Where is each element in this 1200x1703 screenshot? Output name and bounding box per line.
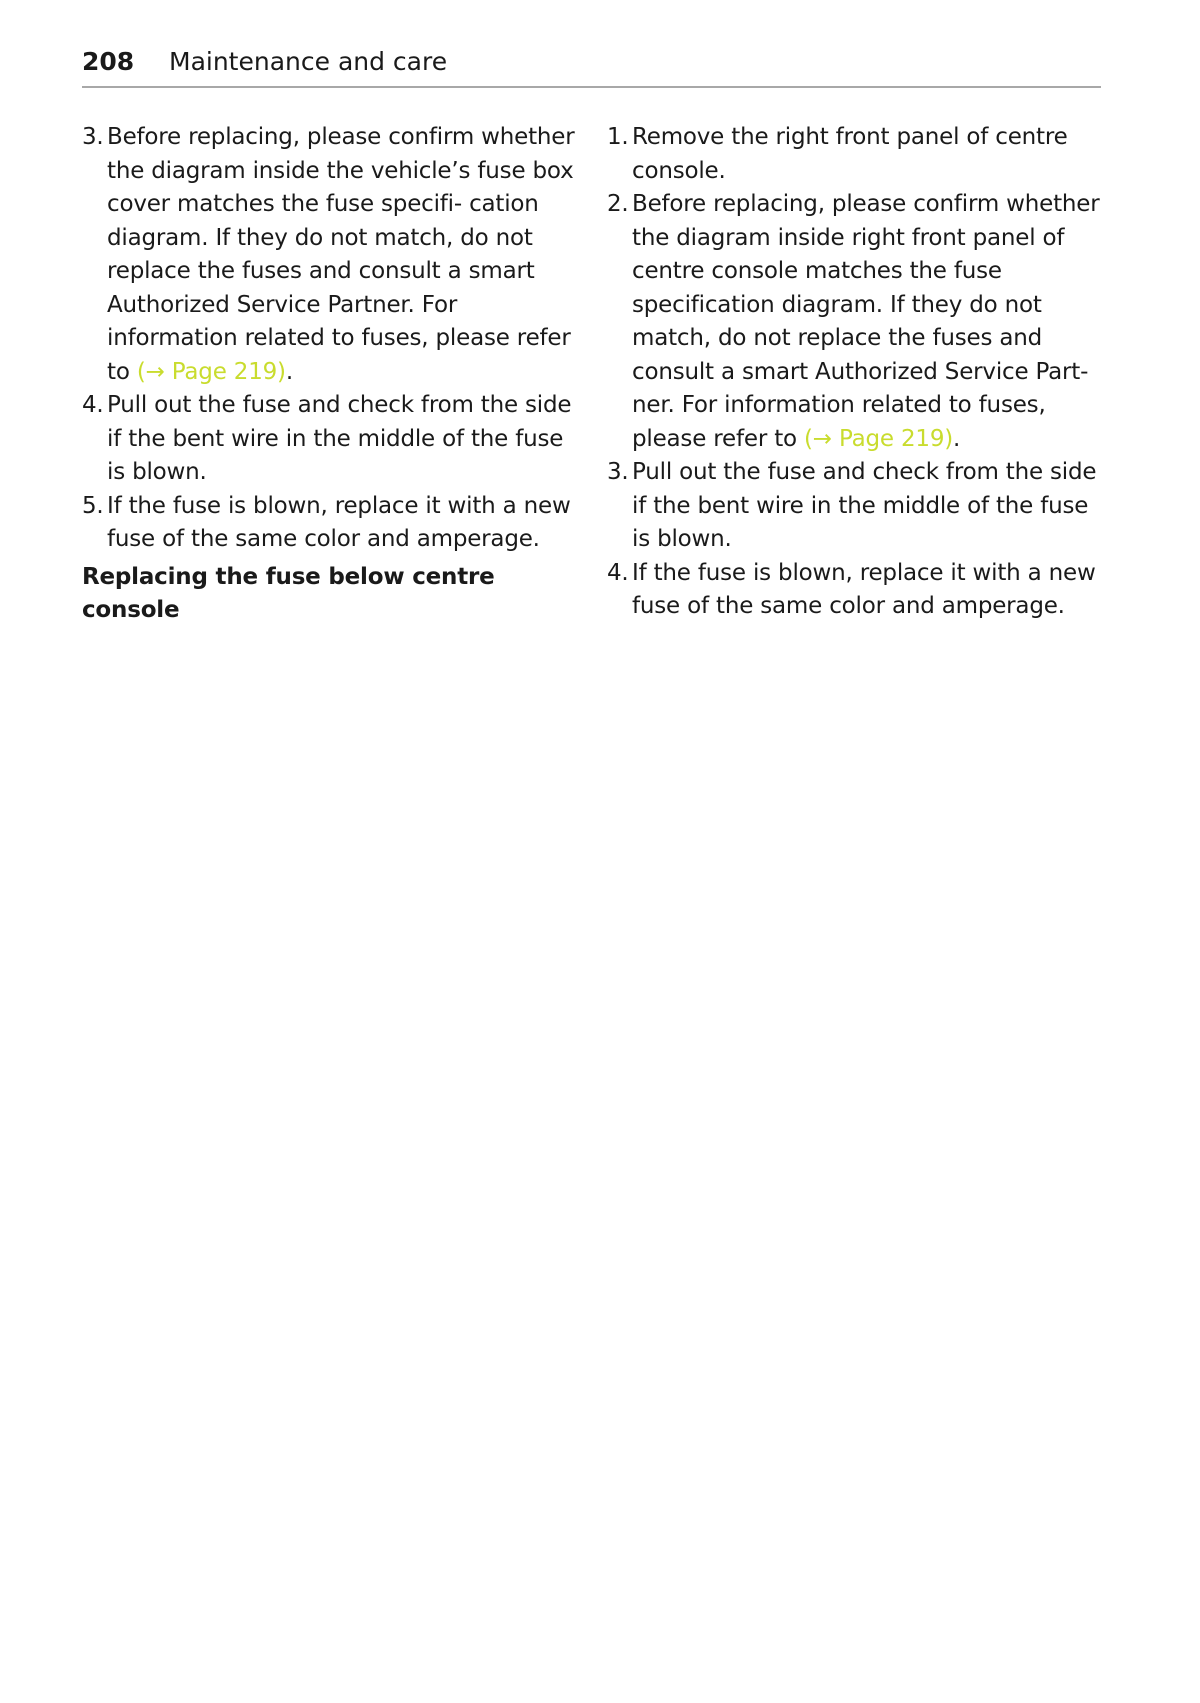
step-text: Remove the right front panel of centre console. — [632, 124, 1068, 184]
list-item — [82, 121, 582, 389]
step-number: 4. — [82, 392, 104, 418]
step-text: Before replacing, please confirm whether the diagram inside right front panel of centre console matches the fuse specification diagram. If they do not match, do not replace the fuses and consult a smart Authorized Service Part‑ ner. For information related to fuses, please refer to — [632, 191, 1100, 452]
left-column — [82, 121, 582, 628]
step-number: 5. — [82, 492, 104, 519]
page-header — [82, 46, 1101, 88]
section-title: Maintenance and care — [169, 47, 448, 76]
list-item — [607, 188, 1107, 456]
step-number: 1. — [607, 124, 629, 150]
step-text: If the fuse is blown, replace it with a new fuse of the same color and amperage. — [632, 559, 1096, 619]
list-item — [607, 121, 1107, 188]
right-column — [607, 121, 1107, 624]
step-number: 3. — [82, 124, 104, 150]
list-item — [607, 456, 1107, 557]
step-suffix: . — [285, 358, 293, 385]
step-text: If the fuse is blown, replace it with a new fuse of the same color and amperage. — [107, 492, 571, 552]
step-text: Before replacing, please confirm whether the diagram inside the vehicle’s fuse box cover matches the fuse specifi‑ cation diagram. If they do not match, do not replace the fuses and consult a smart Authorized Service Partner. For information related to fuses, please refer to — [107, 124, 575, 385]
page-number: 208 — [82, 47, 135, 76]
right-steps-list — [607, 121, 1107, 624]
step-suffix: . — [953, 425, 961, 452]
page-reference-link[interactable]: (→ Page 219) — [804, 425, 954, 452]
subheading: Replacing the fuse below centre console — [82, 563, 495, 623]
left-steps-list — [82, 121, 582, 557]
list-item — [82, 389, 582, 490]
step-number: 3. — [607, 459, 629, 485]
step-number: 2. — [607, 191, 629, 217]
list-item — [607, 557, 1107, 624]
list-item — [82, 490, 582, 557]
page-reference-link[interactable]: (→ Page 219) — [136, 358, 286, 385]
step-number: 4. — [607, 559, 629, 586]
step-text: Pull out the fuse and check from the side if the bent wire in the middle of the fuse is blown. — [107, 392, 572, 485]
step-text: Pull out the fuse and check from the side if the bent wire in the middle of the fuse is blown. — [632, 459, 1097, 552]
